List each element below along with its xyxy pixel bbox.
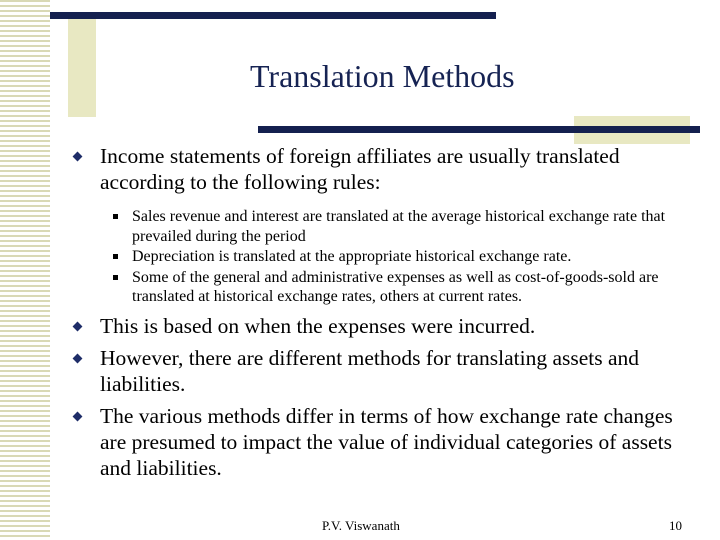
decorative-bar-top (50, 12, 496, 19)
bullet-item (70, 345, 700, 397)
bullet-item (70, 403, 700, 481)
square-bullet-icon (113, 275, 118, 280)
slide-title: Translation Methods (250, 58, 515, 94)
diamond-bullet-icon (73, 152, 83, 162)
decorative-bar-bottom (258, 126, 700, 133)
bullet-item (70, 143, 700, 195)
footer-author: P.V. Viswanath (322, 518, 400, 533)
slide-content (70, 143, 700, 487)
diamond-bullet-icon (73, 411, 83, 421)
decorative-stripes (0, 0, 50, 540)
sub-bullet-item (70, 268, 700, 307)
sub-bullet-text: Sales revenue and interest are translated at the average historical exchange rate that prevailed during the period (132, 208, 666, 245)
bullet-item (70, 313, 700, 339)
sub-bullet-list (70, 207, 700, 307)
bullet-text: The various methods differ in terms of how exchange rate changes are presumed to impact the value of individual categories of assets and liabilities. (100, 403, 673, 480)
bullet-text: Income statements of foreign affiliates are usually translated according to the following rules: (100, 144, 620, 194)
bullet-text: However, there are different methods for translating assets and liabilities. (100, 345, 640, 396)
square-bullet-icon (113, 254, 118, 259)
diamond-bullet-icon (73, 321, 83, 331)
sub-bullet-text: Some of the general and administrative expenses as well as cost-of-goods-sold are translated at historical exchange rates, others at current rates. (132, 268, 659, 305)
square-bullet-icon (113, 214, 118, 219)
decorative-block-left (68, 15, 96, 117)
sub-bullet-text: Depreciation is translated at the appropriate historical exchange rate. (132, 248, 572, 265)
sub-bullet-item (70, 207, 700, 246)
sub-bullet-item (70, 247, 700, 267)
bullet-text: This is based on when the expenses were incurred. (100, 313, 536, 338)
diamond-bullet-icon (73, 353, 83, 363)
page-number: 10 (669, 518, 682, 533)
